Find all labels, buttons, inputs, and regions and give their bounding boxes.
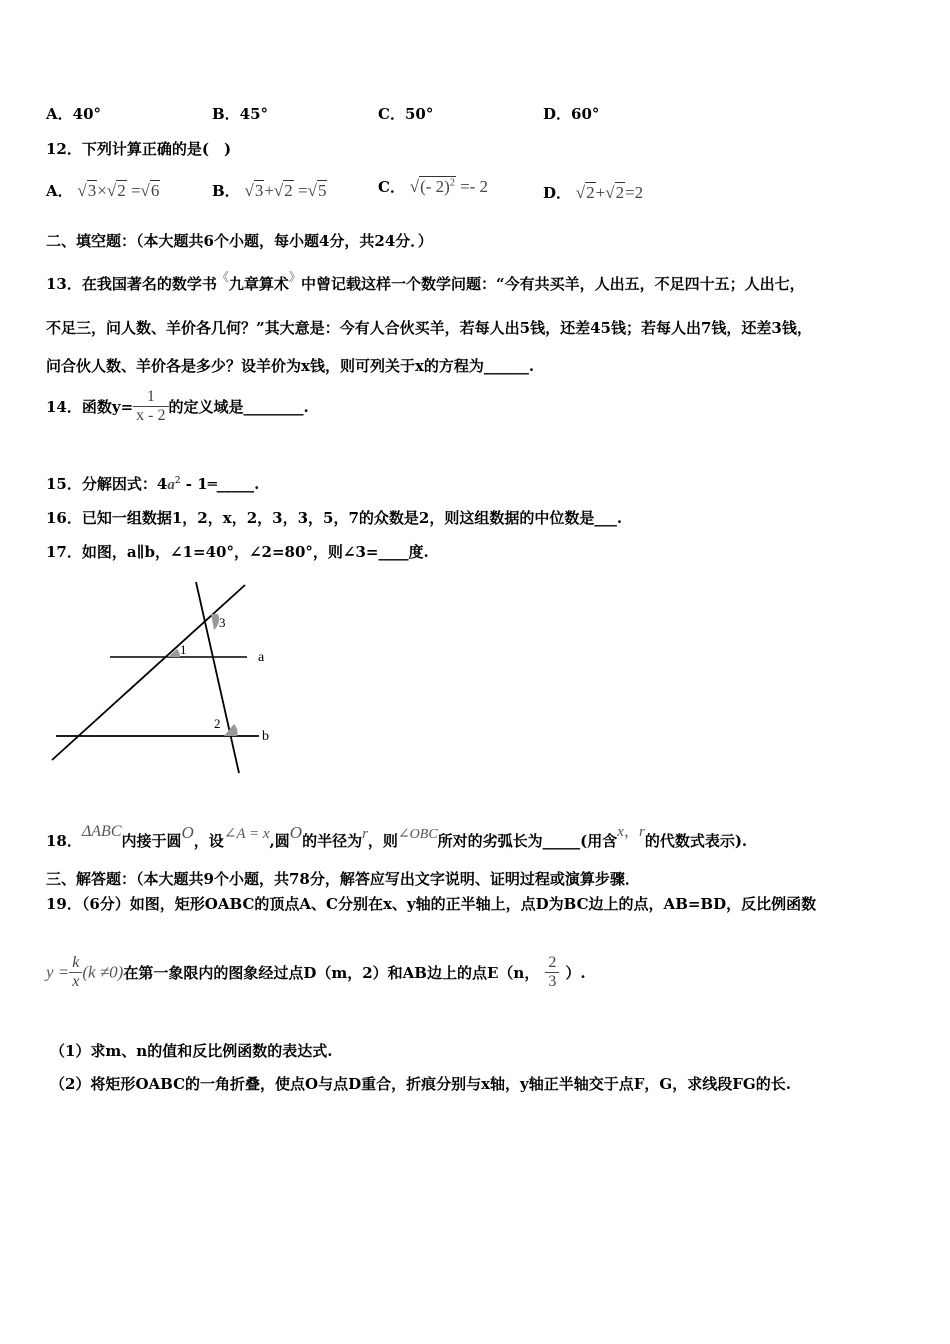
q12-stem: 12．下列计算正确的是( ) bbox=[46, 140, 232, 158]
q19-function-fraction: $\frac{k}{x}$ bbox=[69, 954, 82, 991]
q19-function-lhs: y = bbox=[46, 962, 70, 982]
q14-fraction: $\frac{1}{x - 2}$ bbox=[133, 388, 168, 425]
q11-option-a: A．40° bbox=[46, 105, 102, 123]
label-angle-1: 1 bbox=[180, 642, 187, 657]
q12-b-expression: √3+√2 =√5 bbox=[244, 181, 327, 200]
label-line-b: b bbox=[262, 729, 269, 744]
q11-option-b: B．45° bbox=[212, 105, 269, 123]
q17-figure bbox=[48, 578, 288, 778]
q15-line: 15．分解因式：$4a^2$ - 1═_____. bbox=[46, 475, 260, 493]
q12-c-expression: √(- 2)$^2$ =- 2 bbox=[409, 177, 489, 196]
q12-a-expression: √3×√2 =√6 bbox=[77, 181, 160, 200]
q19-line-2: y = $\frac{k}{x}$ (k ≠0)在第一象限内的图象经过点D（m，2）和AB边上的点E（n， $\frac{2}{3}$ ）. bbox=[46, 954, 586, 990]
q11-option-c: C．50° bbox=[378, 105, 434, 123]
q11-option-d: D．60° bbox=[543, 105, 600, 123]
q19-sub-2: （2）将矩形OABC的一角折叠，使点O与点D重合，折痕分别与x轴，y轴正半轴交于点F，G，求线段FG的长. bbox=[50, 1075, 791, 1093]
q12-d-label: D． bbox=[543, 184, 572, 202]
q12-d-expression: √2+√2=2 bbox=[575, 183, 644, 202]
q12-c-label: C． bbox=[378, 178, 405, 196]
q13-line-2: 不足三，问人数、羊价各几何？”其大意是：今有人合伙买羊，若每人出5钱，还差45钱；若每人出7钱，还差3钱， bbox=[46, 319, 812, 337]
angle-3-mark bbox=[211, 614, 219, 630]
q19-function-condition: (k ≠0) bbox=[82, 962, 124, 982]
q17-line: 17．如图，a∥b，∠1=40°，∠2=80°，则∠3=____度. bbox=[46, 543, 429, 561]
q12-option-d bbox=[543, 182, 643, 203]
q19-line-1: 19．（6分）如图，矩形OABC的顶点A、C分别在x、y轴的正半轴上，点D为BC边上的点，AB=BD，反比例函数 bbox=[46, 895, 817, 913]
q16-line: 16．已知一组数据1，2，x，2，3，3，5，7的众数是2，则这组数据的中位数是___. bbox=[46, 509, 623, 527]
q14-line: 14．函数y= $\frac{1}{x - 2}$ 的定义域是________. bbox=[46, 388, 309, 424]
q12-option-a bbox=[46, 180, 160, 201]
label-angle-3: 3 bbox=[219, 615, 226, 630]
q13-line-3: 问合伙人数、羊价各是多少？设羊价为x钱，则可列关于x的方程为______. bbox=[46, 357, 535, 375]
angle-2-mark bbox=[224, 724, 238, 736]
q19-sub-1: （1）求m、n的值和反比例函数的表达式. bbox=[50, 1042, 333, 1060]
section-2-heading: 二、填空题：（本大题共6个小题，每小题4分，共24分．） bbox=[46, 232, 433, 250]
q18-line: 18．ΔABC内接于圆O，设∠A = x,圆O的半径为r，则∠OBC所对的劣弧长为_____(用含x，r的代数式表示). bbox=[46, 823, 748, 850]
q19-e-fraction: $\frac{2}{3}$ bbox=[545, 954, 559, 991]
q12-b-label: B． bbox=[212, 182, 240, 200]
label-angle-2: 2 bbox=[214, 716, 221, 731]
label-line-a: a bbox=[258, 650, 265, 665]
q12-option-c bbox=[378, 176, 488, 197]
q13-line-1: 13．在我国著名的数学书《九章算术》中曾记载这样一个数学问题：“今有共买羊，人出五，不足四十五；人出七， bbox=[46, 270, 805, 293]
q12-option-b bbox=[212, 180, 327, 201]
q12-a-label: A． bbox=[46, 182, 73, 200]
section-3-heading: 三、解答题：（本大题共9个小题，共78分，解答应写出文字说明、证明过程或演算步骤． bbox=[46, 870, 640, 888]
